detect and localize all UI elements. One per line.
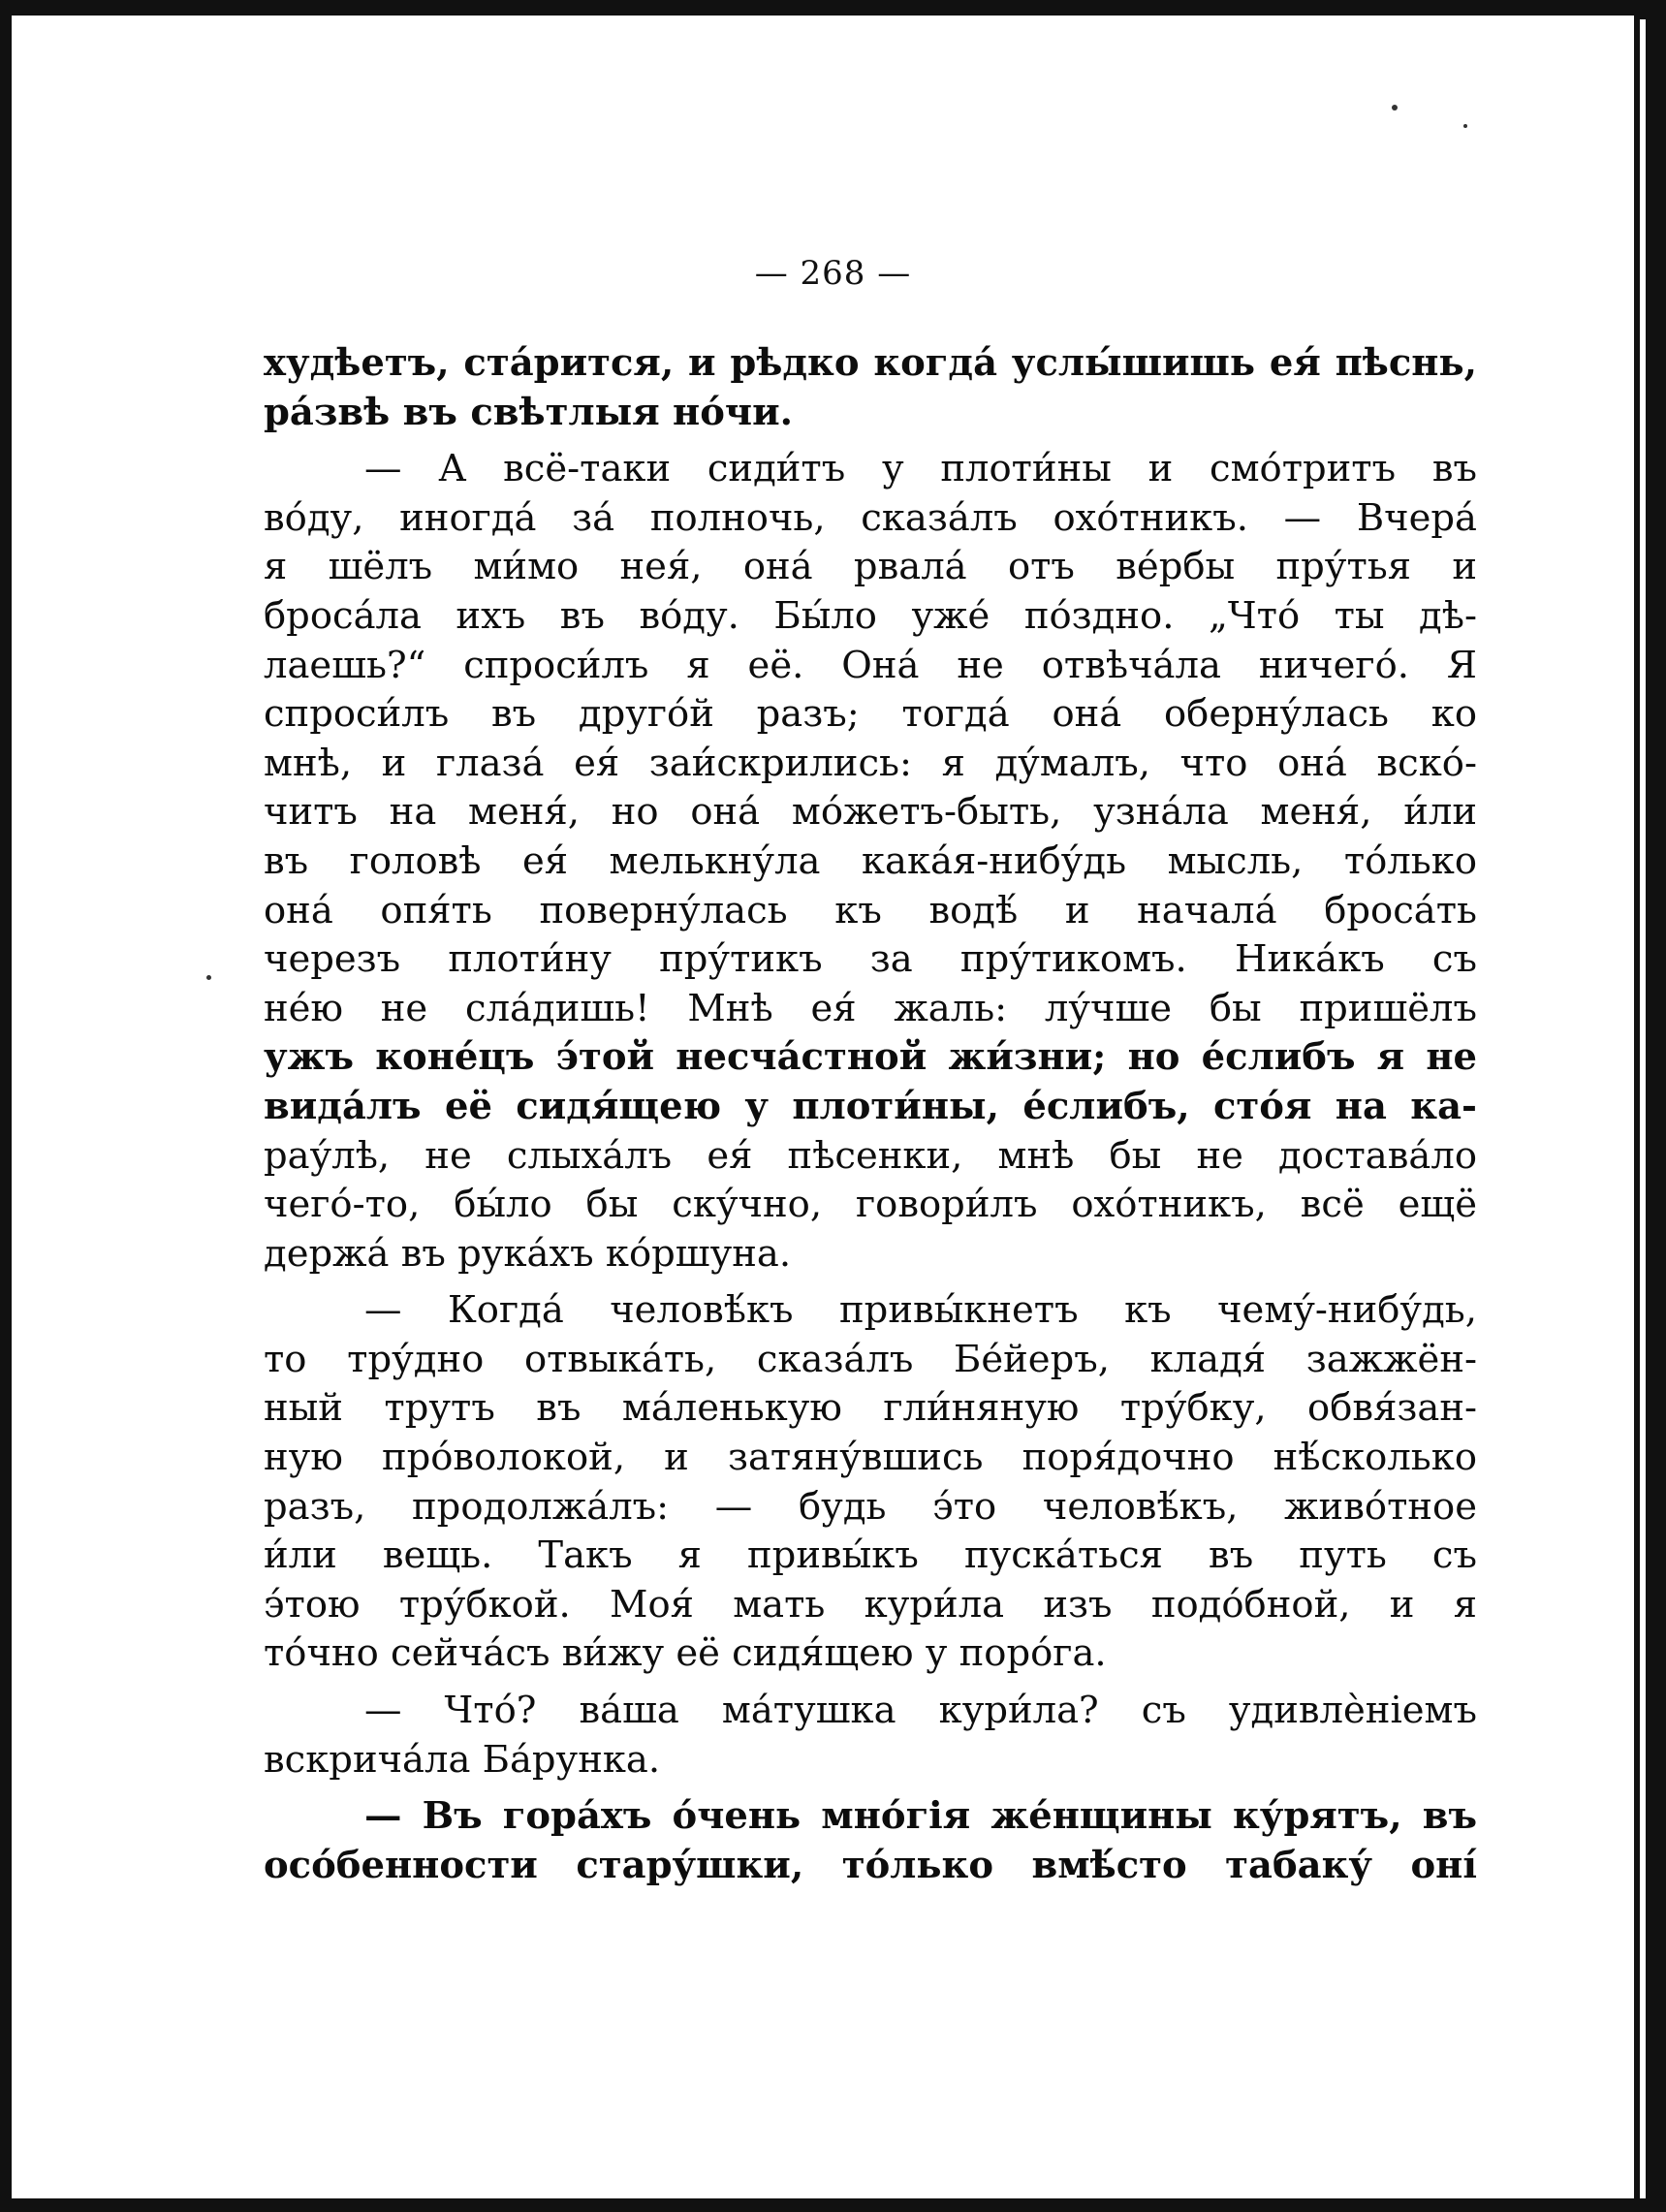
text-line: — А всё-таки сиди́тъ у плоти́ны и смо́тритъ въ: [364, 447, 1477, 491]
text-line: лаешь?“ спроси́лъ я её. Она́ не отвѣча́ла ничего́. Я: [264, 643, 1477, 687]
text-line: ный трутъ въ ма́ленькую гли́няную тру́бку, обвя́зан-: [264, 1386, 1477, 1431]
scan-border-top: [0, 0, 1666, 16]
text-line: ужъ коне́цъ э́той несча́стной жи́зни; но е́слибъ я не: [264, 1035, 1477, 1080]
text-line: не́ю не сла́дишь! Мнѣ ея́ жаль: лу́чше бы пришёлъ: [264, 986, 1477, 1030]
text-line: разъ, продолжа́лъ: — будь э́то человѣ́къ, живо́тное: [264, 1484, 1477, 1529]
text-line: вида́лъ её сидя́щею у плоти́ны, е́слибъ, сто́я на ка-: [264, 1084, 1477, 1128]
text-line: осо́бенности стару́шки, то́лько вмѣ́сто табаку́ оні́: [264, 1843, 1477, 1887]
text-line: она́ опя́ть поверну́лась къ водѣ́ и начала́ броса́ть: [264, 888, 1477, 932]
scan-border-left: [0, 0, 12, 2212]
text-line: я шёлъ ми́мо нея́, она́ рвала́ отъ ве́рбы пру́тья и: [264, 545, 1477, 589]
text-line: мнѣ, и глаза́ ея́ заи́скрились: я ду́малъ, что она́ вско́-: [264, 741, 1477, 785]
text-line: — Что́? ва́ша ма́тушка кури́ла? съ удивлѐніемъ: [364, 1689, 1477, 1733]
body-text: [264, 339, 1477, 1890]
text-line: вскрича́ла Ба́рунка.: [264, 1737, 661, 1782]
text-line: броса́ла ихъ въ во́ду. Бы́ло уже́ по́здно. „Что́ ты дѣ-: [264, 593, 1477, 638]
text-line: то тру́дно отвыка́ть, сказа́лъ Бе́йеръ, кладя́ зажжён-: [264, 1337, 1477, 1381]
scan-speck: [1463, 124, 1467, 128]
text-line: спроси́лъ въ друго́й разъ; тогда́ она́ оберну́лась ко: [264, 692, 1477, 737]
scan-speck: [1392, 105, 1398, 111]
text-line: въ головѣ ея́ мелькну́ла кака́я-нибу́дь мысль, то́лько: [264, 838, 1477, 883]
scan-border-bottom: [0, 2198, 1666, 2212]
page-number: — 268 —: [754, 254, 912, 293]
text-line: черезъ плоти́ну пру́тикъ за пру́тикомъ. Ника́къ съ: [264, 937, 1477, 982]
scan-speck: [206, 975, 211, 980]
text-line: и́ли вещь. Такъ я привы́къ пуска́ться въ путь съ: [264, 1533, 1477, 1578]
text-line: ра́звѣ въ свѣтлыя но́чи.: [264, 390, 794, 434]
text-line: — Въ гора́хъ о́чень мно́гія же́нщины ку́рятъ, въ: [364, 1794, 1477, 1839]
text-line: во́ду, иногда́ за́ полночь, сказа́лъ охо́тникъ. — Вчера́: [264, 495, 1477, 540]
text-line: рау́лѣ, не слыха́лъ ея́ пѣсенки, мнѣ бы не достава́ло: [264, 1133, 1477, 1178]
text-line: худѣетъ, ста́рится, и рѣдко когда́ услы́шишь ея́ пѣснь,: [264, 341, 1477, 385]
scan-border-right-gap: [1640, 19, 1646, 2200]
scan-border-right: [1634, 0, 1666, 2212]
text-line: э́тою тру́бкой. Моя́ мать кури́ла изъ подо́бной, и я: [264, 1582, 1477, 1627]
text-line: ную про́волокой, и затяну́вшись поря́дочно нѣ́сколько: [264, 1436, 1477, 1480]
text-line: чего́-то, бы́ло бы ску́чно, говори́лъ охо́тникъ, всё ещё: [264, 1183, 1477, 1227]
text-line: — Когда́ человѣ́къ привы́кнетъ къ чему́-нибу́дь,: [364, 1288, 1477, 1333]
text-line: то́чно сейча́съ ви́жу её сидя́щею у поро́га.: [264, 1631, 1107, 1676]
text-line: держа́ въ рука́хъ ко́ршуна.: [264, 1231, 792, 1276]
text-line: читъ на меня́, но она́ мо́жетъ-быть, узна́ла меня́, и́ли: [264, 790, 1477, 835]
